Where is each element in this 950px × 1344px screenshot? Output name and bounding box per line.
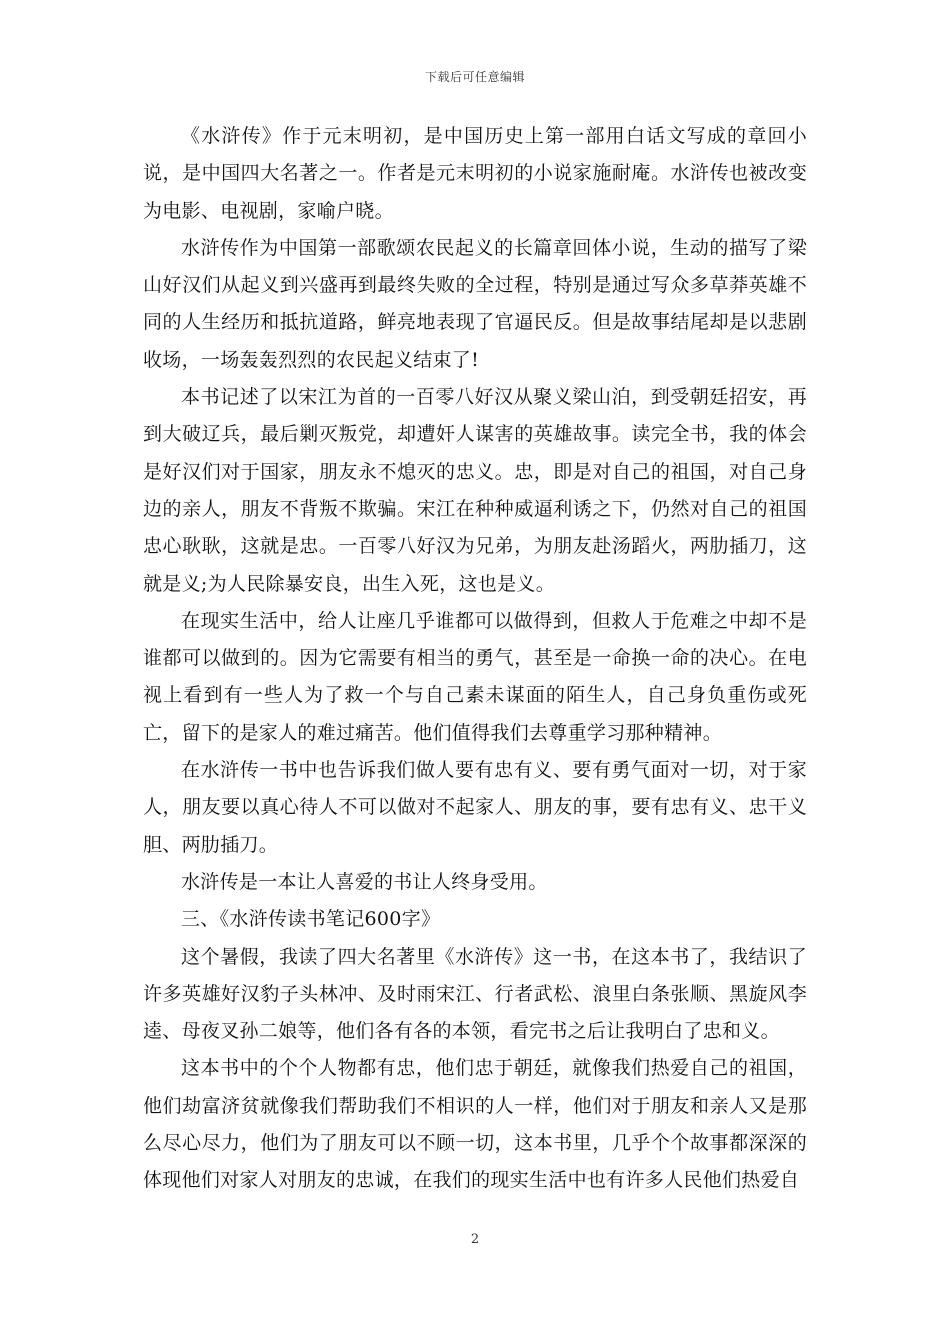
section-heading: 三、《水浒传读书笔记600字》: [181, 908, 441, 931]
paragraph: 这个暑假，我读了四大名著里《水浒传》这一书，在这本书了，我结识了许多英雄好汉豹子头林冲、及时雨宋江、行者武松、浪里白条张顺、黑旋风李逵、母夜叉孙二娘等，他们各有各的本领，看完书之后让我明白了忠和义。: [143, 945, 807, 1043]
paragraph: 这本书中的个个人物都有忠，他们忠于朝廷，就像我们热爱自己的祖国，他们劫富济贫就像我们帮助我们不相识的人一样，他们对于朋友和亲人又是那么尽心尽力，他们为了朋友可以不顾一切，这本书里，几乎个个故事都深深的体现他们对家人对朋友的忠诚，在我们的现实生活中也有许多人民他们热爱自: [143, 1057, 807, 1192]
document-body: [143, 118, 807, 1200]
paragraph: 水浒传是一本让人喜爱的书让人终身受用。: [181, 870, 548, 893]
paragraph: 在水浒传一书中也告诉我们做人要有忠有义、要有勇气面对一切，对于家人，朋友要以真心待人不可以做对不起家人、朋友的事，要有忠有义、忠干义胆、两肋插刀。: [143, 759, 807, 856]
paragraph: 在现实生活中，给人让座几乎谁都可以做得到，但救人于危难之中却不是谁都可以做到的。因为它需要有相当的勇气，甚至是一命换一命的决心。在电视上看到有一些人为了救一个与自己素未谋面的陌生人，自己身负重伤或死亡，留下的是家人的难过痛苦。他们值得我们去尊重学习那种精神。: [143, 609, 807, 744]
paragraph: 《水浒传》作于元末明初，是中国历史上第一部用白话文写成的章回小说，是中国四大名著之一。作者是元末明初的小说家施耐庵。水浒传也被改变为电影、电视剧，家喻户晓。: [143, 125, 807, 222]
paragraph: 水浒传作为中国第一部歌颂农民起义的长篇章回体小说，生动的描写了梁山好汉们从起义到兴盛再到最终失败的全过程，特别是通过写众多草莽英雄不同的人生经历和抵抗道路，鲜亮地表现了官逼民反。但是故事结尾却是以悲剧收场，一场轰轰烈烈的农民起义结束了!: [143, 236, 807, 371]
paragraph: 本书记述了以宋江为首的一百零八好汉从聚义梁山泊，到受朝廷招安，再到大破辽兵，最后剿灭叛党，却遭奸人谋害的英雄故事。读完全书，我的体会是好汉们对于国家，朋友永不熄灭的忠义。忠，即是对自己的祖国，对自己身边的亲人，朋友不背叛不欺骗。宋江在种种威逼利诱之下，仍然对自己的祖国忠心耿耿，这就是忠。一百零八好汉为兄弟，为朋友赴汤蹈火，两肋插刀，这就是义;为人民除暴安良，出生入死，这也是义。: [143, 386, 807, 595]
page-header: 下载后可任意编辑: [424, 70, 525, 84]
page-number: 2: [470, 1232, 480, 1247]
